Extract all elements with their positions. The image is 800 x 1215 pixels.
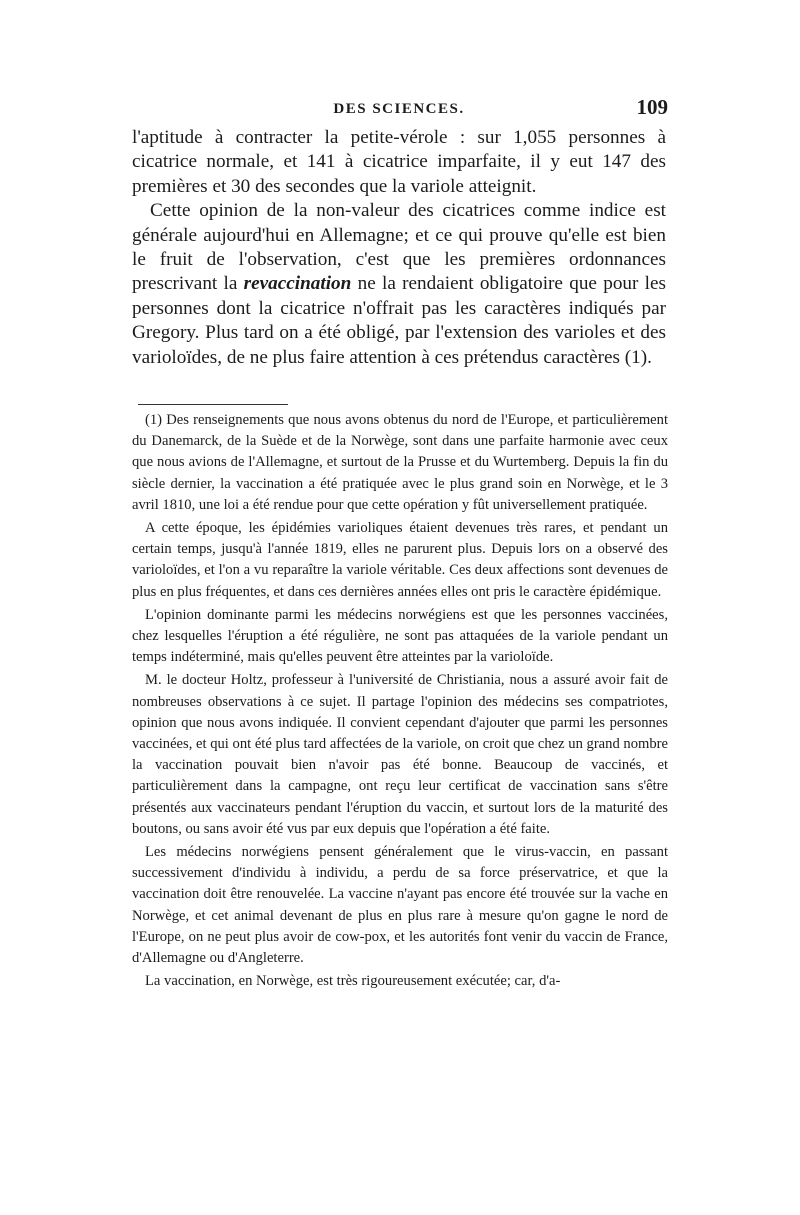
- running-title: DES SCIENCES.: [333, 101, 465, 117]
- footnotes: [132, 410, 668, 992]
- paragraph-2: [132, 199, 666, 370]
- emphasized-term: revaccination: [243, 273, 352, 295]
- footnote-paragraph-3: L'opinion dominante parmi les médecins norwégiens est que les personnes vaccinées, chez lesquelles l'éruption a été régulière, ne sont pas attaquées de la variole pendant un temps indéterminé, mais qu'elles peuvent être atteintes par la varioloïde.: [132, 606, 668, 666]
- footnote-paragraph-5: Les médecins norwégiens pensent généralement que le virus-vaccin, en passant successivement d'individu à individu, a perdu de sa force préservatrice, et que la vaccination doit être renouvelée. La vaccine n'ayant pas encore été trouvée sur la vache en Norwège, et cet animal devenant de plus en plus rare à mesure qu'on gagne le nord de l'Europe, on ne peut plus avoir de cow-pox, et les autorités font venir du vaccin de France, d'Allemagne ou d'Angleterre.: [132, 844, 668, 967]
- footnote-separator: [138, 404, 288, 405]
- footnote-1: (1) Des renseignements que nous avons obtenus du nord de l'Europe, et particulièrement du Danemarck, de la Suède et de la Norwège, sont dans une parfaite harmonie avec ceux que nous avions de l'Allemagne, et surtout de la Prusse et du Wurtemberg. Depuis la fin du siècle dernier, la vaccination a été pratiquée avec le plus grand soin en Norwège, et le 3 avril 1810, une loi a été rendue pour que cette opération y fût universellement pratiquée.: [132, 412, 668, 513]
- paragraph-1: l'aptitude à contracter la petite-vérole : sur 1,055 personnes à cicatrice normale, et 141 à cicatrice imparfaite, il y eut 147 des premières et 30 des secondes que la variole atteignit.: [132, 127, 666, 197]
- footnote-paragraph-2: A cette époque, les épidémies varioliques étaient devenues très rares, et pendant un certain temps, jusqu'à l'année 1819, elles ne parurent plus. Depuis lors on a observé des varioloïdes, et l'on a vu reparaître la variole véritable. Ces deux affections sont devenues de plus en plus fréquentes, et dans ces dernières années elles ont pris le caractère épidémique.: [132, 520, 668, 600]
- footnote-paragraph-6: La vaccination, en Norwège, est très rigoureusement exécutée; car, d'a-: [145, 973, 561, 990]
- page-header: [130, 95, 668, 125]
- paragraph-2-start: Cette opinion de la non-valeur des cicatrices comme indice est générale aujourd'hui en Allemagne; et ce qui prouve qu'elle est bien le fruit de l'observation, c'est que les premières ordonnances prescrivant la: [132, 200, 666, 295]
- paragraph-2-end: ne la rendaient obligatoire que pour les personnes dont la cicatrice n'offrait pas les caractères indiqués par Gregory. Plus tard on a été obligé, par l'extension des varioles et des varioloïdes, de ne plus faire attention à ces prétendus caractères (1).: [132, 273, 666, 368]
- page-number: 109: [636, 95, 668, 119]
- footnote-paragraph-4: M. le docteur Holtz, professeur à l'université de Christiania, nous a assuré avoir fait de nombreuses observations à ce sujet. Il partage l'opinion des médecins ses compatriotes, opinion que nous avons indiquée. Il convient cependant d'ajouter que parmi les personnes vaccinées, et qui ont été plus tard affectées de la variole, on croit que chez un grand nombre la vaccination pouvait bien n'avoir pas été bonne. Beaucoup de vaccinés, et particulièrement dans la campagne, ont reçu leur certificat de vaccination sans s'être présentés aux vaccinateurs pendant l'éruption du vaccin, et surtout lors de la maturité des boutons, ou sans avoir été vus par eux depuis que l'opération a été faite.: [132, 672, 668, 837]
- main-text: [132, 126, 666, 370]
